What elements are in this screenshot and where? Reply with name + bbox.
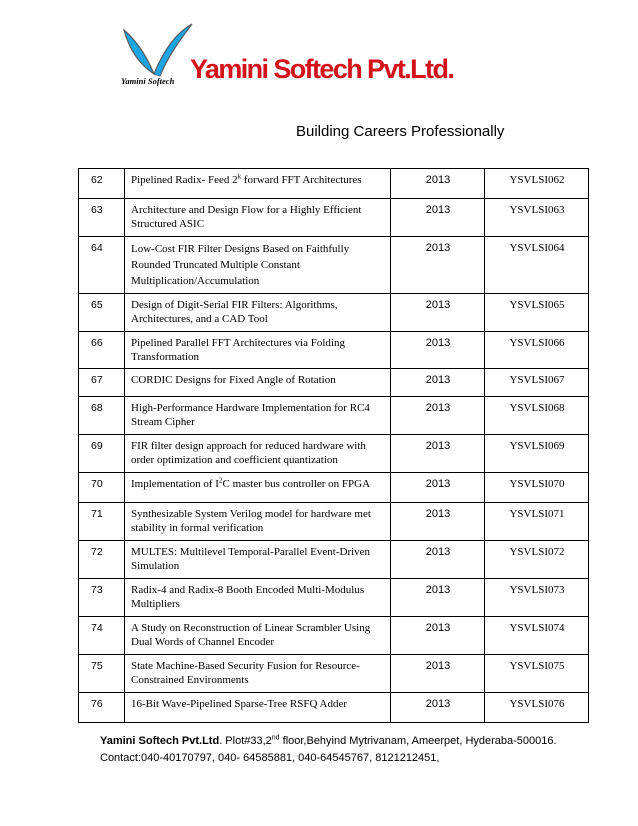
project-code: YSVLSI075 (485, 655, 589, 693)
project-code: YSVLSI073 (485, 579, 589, 617)
footer (100, 733, 557, 767)
project-year: 2013 (391, 503, 485, 541)
project-code: YSVLSI065 (485, 294, 589, 332)
project-year: 2013 (391, 435, 485, 473)
project-title: Pipelined Radix- Feed 2$^k$ forward FFT Architectures (125, 169, 391, 199)
project-title: Low-Cost FIR Filter Designs Based on Faithfully Rounded Truncated Multiple Constant Multiplication/Accumulation (125, 237, 391, 294)
footer-contact: Contact:040-40170797, 040- 64585881, 040-64545767, 8121212451, (100, 752, 440, 764)
projects-table (78, 168, 589, 723)
row-number: 63 (79, 199, 125, 237)
row-number: 66 (79, 332, 125, 369)
table-row (79, 199, 589, 237)
row-number: 69 (79, 435, 125, 473)
project-year: 2013 (391, 617, 485, 655)
footer-company: Yamini Softech Pvt.Ltd (100, 735, 220, 747)
table-row (79, 503, 589, 541)
project-title: Architecture and Design Flow for a Highly Efficient Structured ASIC (125, 199, 391, 237)
project-year: 2013 (391, 397, 485, 435)
project-title: 16-Bit Wave-Pipelined Sparse-Tree RSFQ Adder (125, 693, 391, 723)
project-title: Design of Digit-Serial FIR Filters: Algorithms, Architectures, and a CAD Tool (125, 294, 391, 332)
table-row (79, 579, 589, 617)
project-title: Synthesizable System Verilog model for hardware met stability in formal verification (125, 503, 391, 541)
project-title: MULTES: Multilevel Temporal-Parallel Event-Driven Simulation (125, 541, 391, 579)
table-row (79, 332, 589, 369)
project-title: Radix-4 and Radix-8 Booth Encoded Multi-Modulus Multipliers (125, 579, 391, 617)
project-year: 2013 (391, 294, 485, 332)
table-row (79, 655, 589, 693)
project-code: YSVLSI066 (485, 332, 589, 369)
row-number: 70 (79, 473, 125, 503)
row-number: 71 (79, 503, 125, 541)
row-number: 68 (79, 397, 125, 435)
table-row (79, 541, 589, 579)
project-code: YSVLSI062 (485, 169, 589, 199)
project-code: YSVLSI067 (485, 369, 589, 397)
row-number: 62 (79, 169, 125, 199)
project-title: A Study on Reconstruction of Linear Scrambler Using Dual Words of Channel Encoder (125, 617, 391, 655)
table-row (79, 397, 589, 435)
footer-address-line: Yamini Softech Pvt.Ltd. Plot#33,2nd floor,Behyind Mytrivanam, Ameerpet, Hyderaba-500016. (100, 734, 557, 747)
table-row (79, 693, 589, 723)
tagline: Building Careers Professionally (296, 123, 505, 140)
project-title: State Machine-Based Security Fusion for Resource-Constrained Environments (125, 655, 391, 693)
table-row (79, 169, 589, 199)
row-number: 65 (79, 294, 125, 332)
company-name: Yamini Softech Pvt.Ltd. (190, 54, 454, 84)
project-year: 2013 (391, 473, 485, 503)
row-number: 67 (79, 369, 125, 397)
row-number: 72 (79, 541, 125, 579)
table-row (79, 294, 589, 332)
project-year: 2013 (391, 199, 485, 237)
table-row (79, 435, 589, 473)
project-code: YSVLSI063 (485, 199, 589, 237)
project-title: CORDIC Designs for Fixed Angle of Rotation (125, 369, 391, 397)
table-row (79, 473, 589, 503)
project-title: Implementation of $I^2C$ master bus controller on FPGA (125, 473, 391, 503)
project-code: YSVLSI072 (485, 541, 589, 579)
project-year: 2013 (391, 579, 485, 617)
project-code: YSVLSI069 (485, 435, 589, 473)
table-row (79, 237, 589, 294)
row-number: 76 (79, 693, 125, 723)
project-code: YSVLSI070 (485, 473, 589, 503)
table-row (79, 369, 589, 397)
project-title: High-Performance Hardware Implementation for RC4 Stream Cipher (125, 397, 391, 435)
project-year: 2013 (391, 237, 485, 294)
project-year: 2013 (391, 541, 485, 579)
table-row (79, 617, 589, 655)
project-year: 2013 (391, 693, 485, 723)
project-code: YSVLSI064 (485, 237, 589, 294)
row-number: 73 (79, 579, 125, 617)
project-year: 2013 (391, 169, 485, 199)
project-year: 2013 (391, 655, 485, 693)
project-code: YSVLSI074 (485, 617, 589, 655)
project-title: FIR filter design approach for reduced hardware with order optimization and coefficient quantization (125, 435, 391, 473)
logo-text: Yamini Softech (121, 76, 175, 86)
row-number: 74 (79, 617, 125, 655)
project-title: Pipelined Parallel FFT Architectures via Folding Transformation (125, 332, 391, 369)
project-year: 2013 (391, 369, 485, 397)
project-code: YSVLSI068 (485, 397, 589, 435)
project-code: YSVLSI076 (485, 693, 589, 723)
row-number: 64 (79, 237, 125, 294)
project-year: 2013 (391, 332, 485, 369)
company-logo (118, 20, 196, 90)
row-number: 75 (79, 655, 125, 693)
project-code: YSVLSI071 (485, 503, 589, 541)
